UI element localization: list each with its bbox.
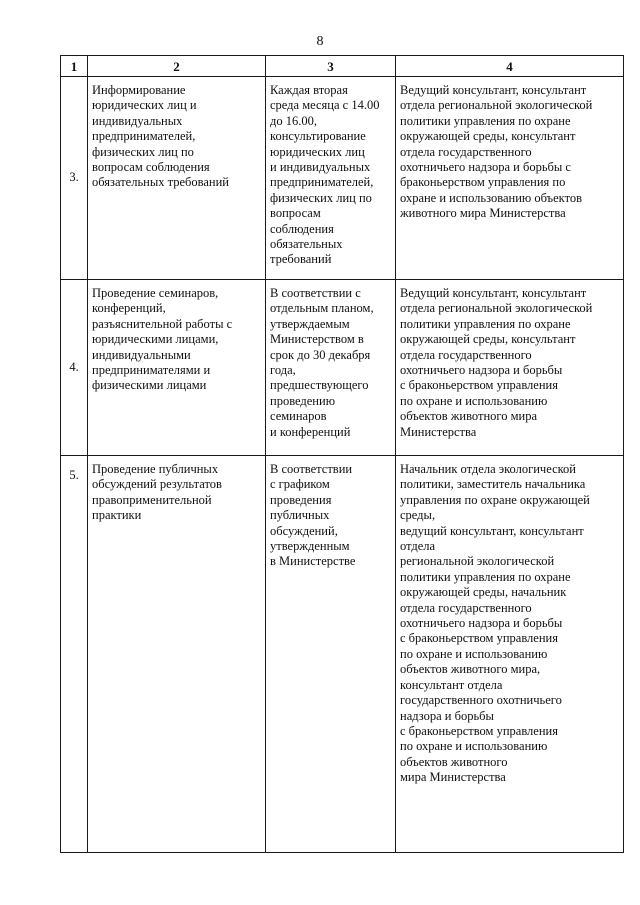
table-header-row <box>61 56 624 77</box>
column-header: 4 <box>396 56 624 77</box>
table-row <box>61 77 624 280</box>
row-number: 3. <box>61 77 88 280</box>
responsible-cell: Ведущий консультант, консультант отдела региональной экологической политики управления по охране окружающей среды, консультант отдела государственного охотничьего надзора и борьбы с браконьерством управления по охране и использованию объектов животного мира Министерства <box>396 77 624 280</box>
table-row <box>61 456 624 853</box>
term-cell: В соответствии с отдельным планом, утверждаемым Министерством в срок до 30 декабря года, предшествующего проведению семинаров и конференций <box>266 280 396 456</box>
measure-cell: Проведение публичных обсуждений результатов правоприменительной практики <box>88 456 266 853</box>
row-number: 4. <box>61 280 88 456</box>
measures-table <box>60 55 624 853</box>
row-number: 5. <box>61 456 88 853</box>
measure-cell: Проведение семинаров, конференций, разъяснительной работы с юридическими лицами, индивидуальными предпринимателями и физическими лицами <box>88 280 266 456</box>
column-header: 3 <box>266 56 396 77</box>
measure-cell: Информирование юридических лиц и индивидуальных предпринимателей, физических лиц по вопросам соблюдения обязательных требований <box>88 77 266 280</box>
column-header: 1 <box>61 56 88 77</box>
column-header: 2 <box>88 56 266 77</box>
term-cell: Каждая вторая среда месяца с 14.00 до 16.00, консультирование юридических лиц и индивидуальных предпринимателей, физических лиц по вопросам соблюдения обязательных требований <box>266 77 396 280</box>
responsible-cell: Начальник отдела экологической политики, заместитель начальника управления по охране окружающей среды, ведущий консультант, консультант отдела региональной экологической политики управления по охране окружающей среды, начальник отдела государственного охотничьего надзора и борьбы с браконьерством управления по охране и использованию объектов животного мира, консультант отдела государственного охотничьего надзора и борьбы с браконьерством управления по охране и использованию объектов животного мира Министерства <box>396 456 624 853</box>
table-row <box>61 280 624 456</box>
term-cell: В соответствии с графиком проведения публичных обсуждений, утвержденным в Министерстве <box>266 456 396 853</box>
page-number: 8 <box>316 34 324 49</box>
responsible-cell: Ведущий консультант, консультант отдела региональной экологической политики управления по охране окружающей среды, консультант отдела государственного охотничьего надзора и борьбы с браконьерством управления по охране и использованию объектов животного мира Министерства <box>396 280 624 456</box>
